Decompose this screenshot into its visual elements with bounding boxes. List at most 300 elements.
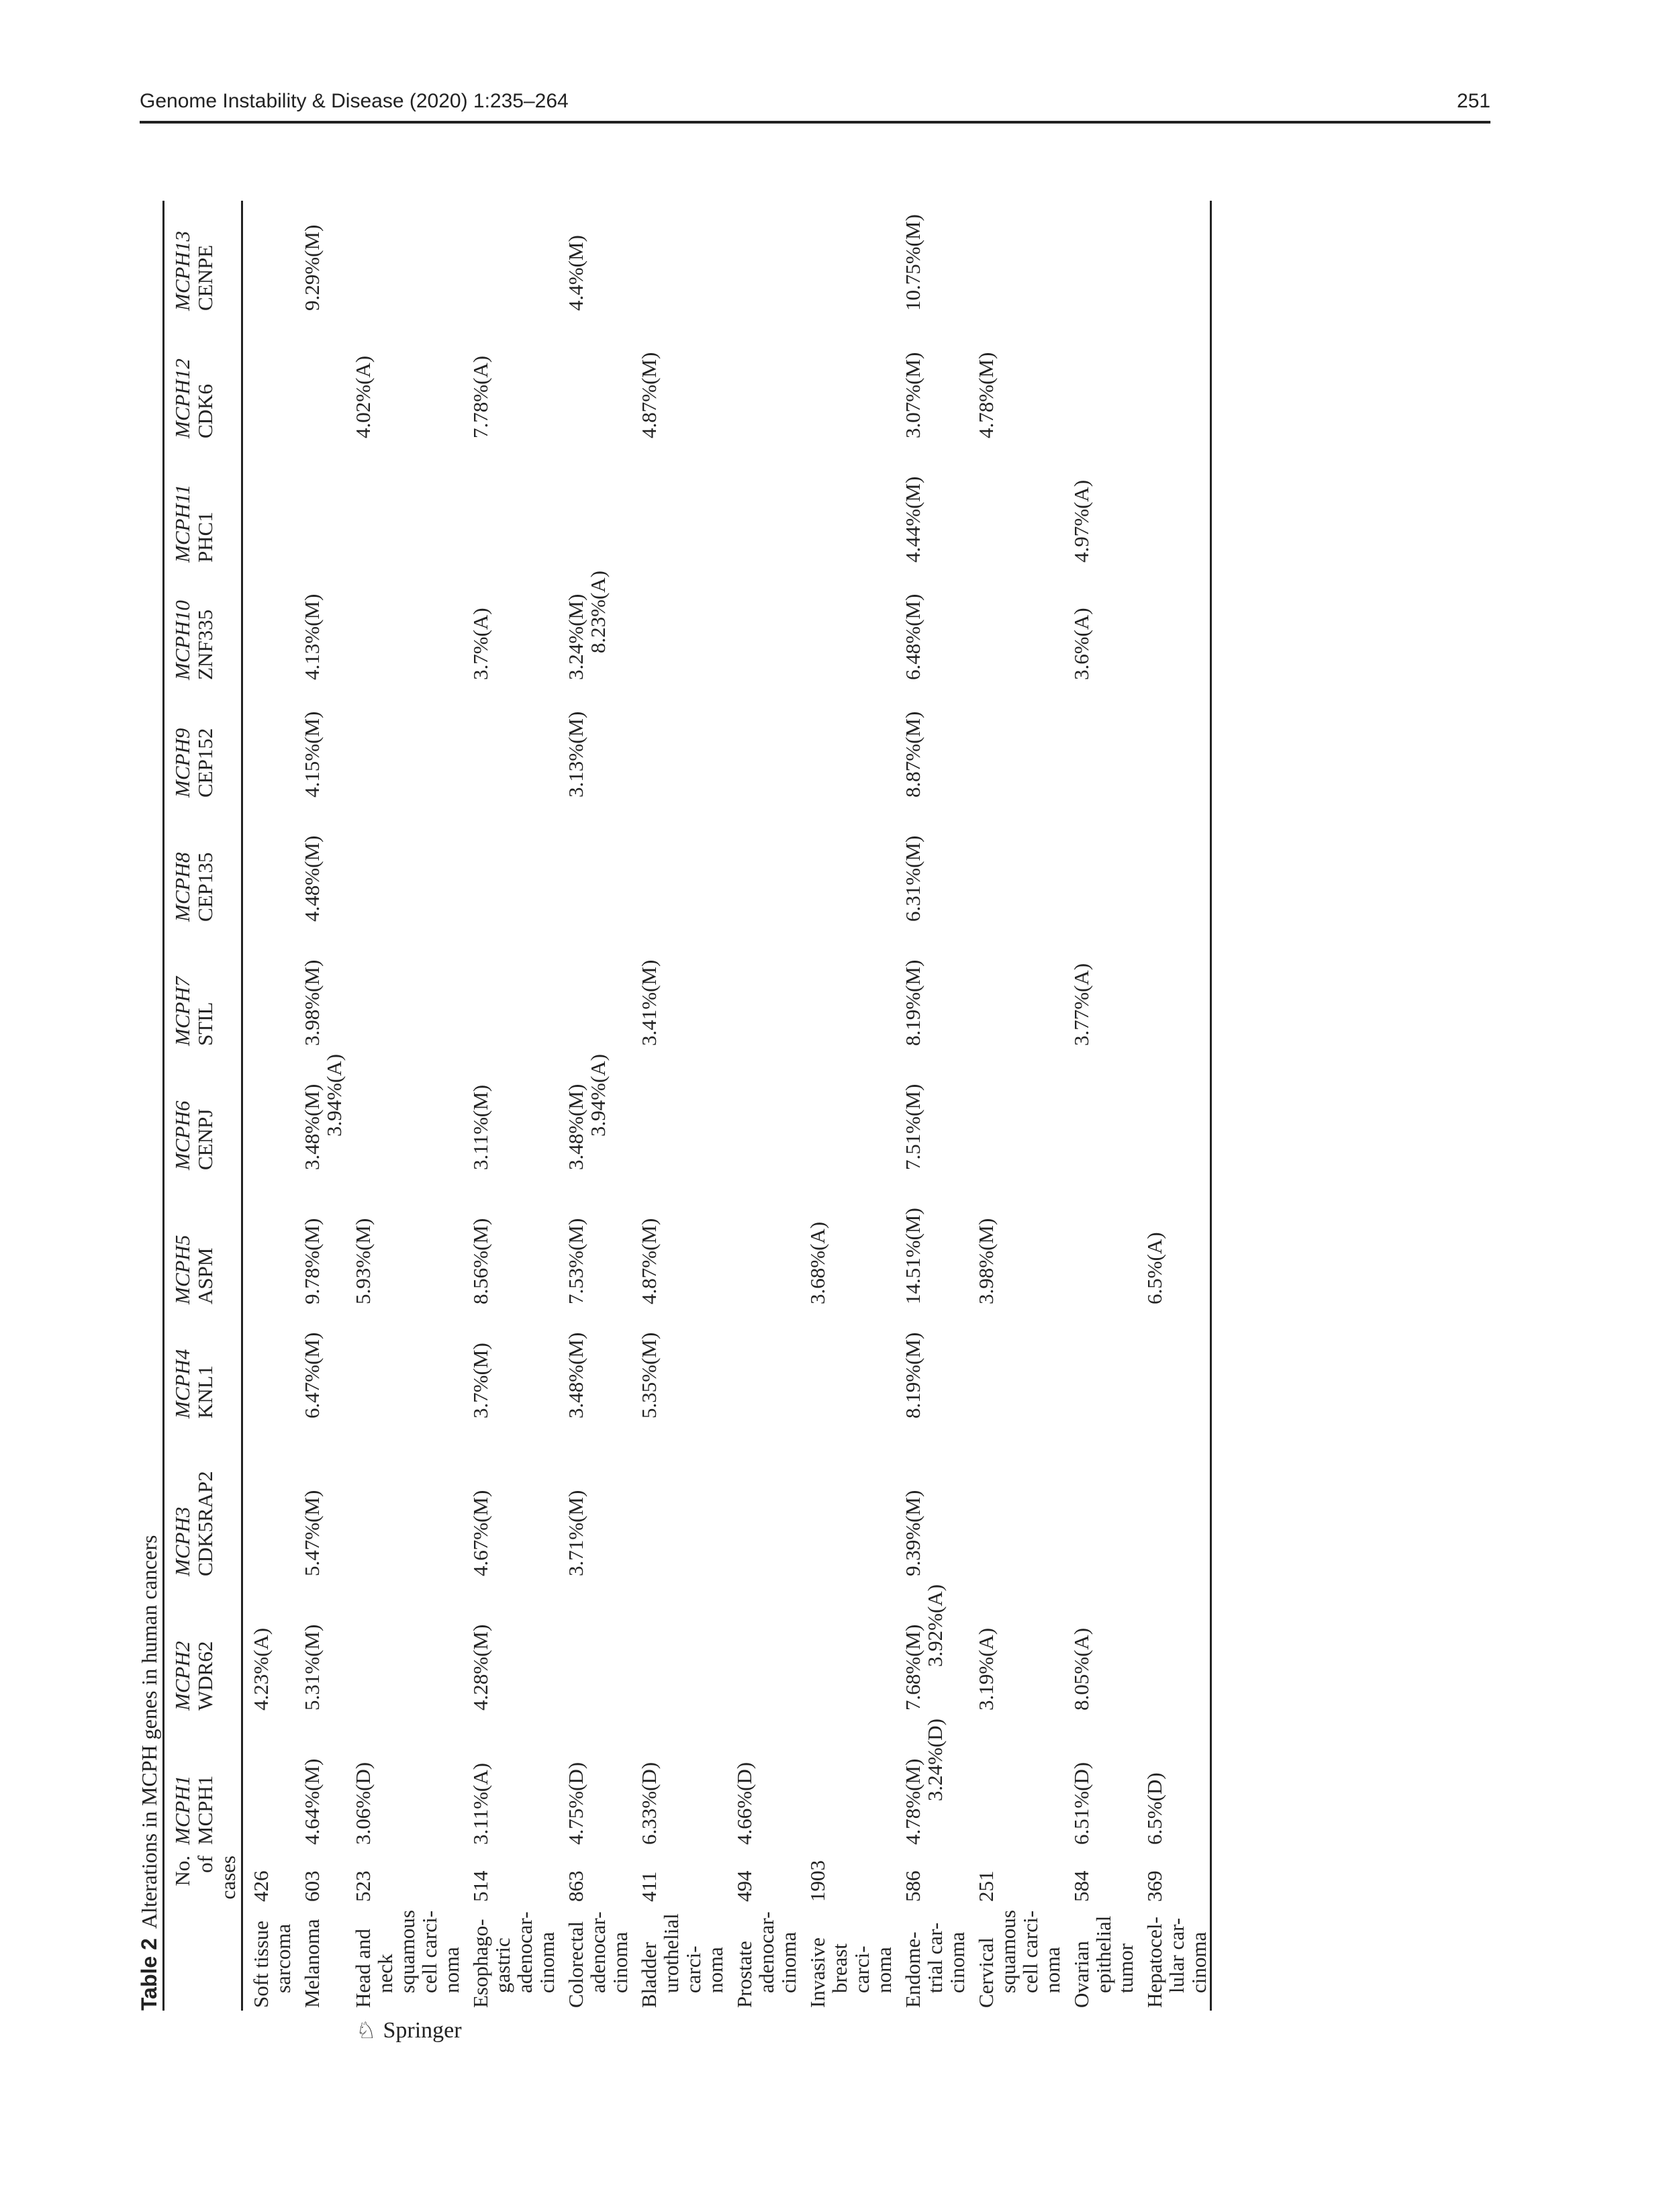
table-caption-text: Alterations in MCPH genes in human cancers — [137, 1535, 161, 1929]
alteration-value: 8.19%(M) — [901, 959, 924, 1046]
cancer-type-cell — [631, 1906, 726, 2011]
alteration-cell — [895, 1174, 968, 1308]
alteration-cell — [345, 442, 463, 567]
alteration-cell — [726, 1174, 800, 1308]
protein-name: CEP135 — [193, 852, 217, 922]
alteration-cell — [1137, 1423, 1211, 1580]
protein-name: PHC1 — [193, 512, 217, 563]
alteration-cell — [800, 201, 895, 315]
alteration-value: 3.41%(M) — [637, 959, 661, 1046]
table-row — [895, 201, 968, 2011]
case-count-cell: 586 — [901, 1870, 924, 1902]
protein-name: CDK5RAP2 — [193, 1471, 217, 1576]
alteration-cell — [242, 1715, 295, 1849]
cancer-type-cell — [1137, 1906, 1211, 2011]
cancer-type-line: Head and — [351, 1929, 375, 2008]
cancer-type-line: sarcoma — [271, 1923, 295, 1993]
alteration-value: 3.94%(A) — [322, 1054, 346, 1137]
alteration-cell — [463, 201, 558, 315]
alteration-cell — [968, 567, 1063, 684]
alteration-cell — [968, 442, 1063, 567]
alteration-cell — [345, 926, 463, 1050]
alteration-cell — [463, 1174, 558, 1308]
alteration-cell — [968, 926, 1063, 1050]
cancer-type-cell — [345, 1906, 463, 2011]
alteration-cell — [800, 1308, 895, 1423]
table-row — [294, 201, 345, 2011]
alteration-value: 7.68%(M) — [901, 1624, 924, 1711]
alteration-cell — [895, 201, 968, 315]
alteration-value: 3.24%(M) — [564, 593, 587, 680]
alteration-cell — [242, 1308, 295, 1423]
gene-column-header — [164, 1050, 242, 1174]
alteration-value: 6.5%(A) — [1143, 1232, 1166, 1304]
alteration-cell — [345, 201, 463, 315]
alteration-value: 4.13%(M) — [300, 593, 324, 680]
alteration-cell — [1063, 926, 1137, 1050]
alteration-cell — [294, 1580, 345, 1715]
gene-column-header — [164, 567, 242, 684]
alteration-value: 4.23%(A) — [249, 1627, 273, 1711]
cancer-type-line: cinoma — [608, 1931, 632, 1993]
alteration-cell — [968, 315, 1063, 442]
alteration-value: 3.19%(A) — [974, 1627, 998, 1711]
table-row — [968, 201, 1063, 2011]
alteration-value: 3.92%(A) — [923, 1584, 947, 1668]
cancer-type-line: Prostate — [732, 1941, 756, 2008]
case-count-cell: 426 — [249, 1870, 273, 1902]
case-count-cell: 603 — [300, 1870, 324, 1902]
alteration-cell — [294, 1423, 345, 1580]
alteration-value: 3.48%(M) — [300, 1084, 324, 1170]
alteration-cell — [345, 1050, 463, 1174]
alteration-cell — [294, 802, 345, 926]
alteration-cell — [800, 684, 895, 802]
header-rule — [140, 121, 1490, 124]
alteration-cell — [558, 1715, 631, 1849]
alteration-cell — [631, 201, 726, 315]
cancer-type-line: Esophago- — [469, 1919, 492, 2008]
alteration-cell — [242, 1050, 295, 1174]
case-count-cell: 863 — [564, 1870, 587, 1902]
case-count-cell: 584 — [1069, 1870, 1093, 1902]
alteration-cell — [242, 1580, 295, 1715]
alteration-value: 8.56%(M) — [469, 1218, 492, 1304]
gene-name: MCPH4 — [171, 1349, 194, 1418]
alteration-value: 4.15%(M) — [300, 711, 324, 798]
alteration-cell — [1137, 567, 1211, 684]
alteration-cell — [558, 1050, 631, 1174]
gene-column-header — [164, 1423, 242, 1580]
cancer-type-line: Hepatocel- — [1143, 1917, 1166, 2008]
alteration-cell — [968, 1174, 1063, 1308]
cancer-type-line: squamous — [395, 1910, 419, 1993]
cancer-type-line: squamous — [996, 1910, 1020, 1993]
gene-column-header — [164, 1715, 242, 1849]
cancer-type-line: carci- — [850, 1945, 873, 1993]
alteration-cell — [345, 802, 463, 926]
alteration-value: 4.28%(M) — [469, 1624, 492, 1711]
cancer-type-line: breast — [828, 1943, 851, 1993]
alteration-value: 3.07%(M) — [901, 352, 924, 438]
alteration-value: 3.98%(M) — [300, 959, 324, 1046]
alteration-cell — [558, 926, 631, 1050]
protein-name: MCPH1 — [193, 1775, 217, 1845]
alteration-cell — [895, 684, 968, 802]
alteration-cell — [463, 442, 558, 567]
alteration-cell — [1137, 1308, 1211, 1423]
alteration-cell — [1063, 567, 1137, 684]
alteration-cell — [558, 684, 631, 802]
alteration-value: 3.06%(D) — [351, 1762, 375, 1845]
alteration-cell — [1063, 1580, 1137, 1715]
alteration-cell — [463, 1580, 558, 1715]
alteration-cell — [463, 315, 558, 442]
alteration-cell — [895, 315, 968, 442]
cases-header — [164, 1849, 242, 1906]
alteration-cell — [558, 1174, 631, 1308]
alteration-cell — [463, 802, 558, 926]
alteration-value: 3.48%(M) — [564, 1332, 587, 1418]
cases-header-line: cases — [216, 1856, 240, 1900]
cancer-type-line: carci- — [681, 1945, 705, 1993]
protein-name: CENPE — [193, 244, 217, 311]
case-count-cell: 411 — [637, 1871, 661, 1902]
alteration-cell — [1137, 201, 1211, 315]
alteration-cell — [726, 201, 800, 315]
alteration-cell — [631, 1580, 726, 1715]
alteration-cell — [1063, 1715, 1137, 1849]
alteration-cell — [294, 201, 345, 315]
alteration-value: 4.02%(A) — [351, 355, 375, 438]
cancer-type-line: Invasive — [806, 1937, 829, 2008]
alteration-value: 3.94%(A) — [586, 1054, 610, 1137]
alteration-value: 4.44%(M) — [901, 476, 924, 563]
gene-name: MCPH3 — [171, 1506, 194, 1576]
alteration-cell — [1137, 684, 1211, 802]
alteration-value: 9.78%(M) — [300, 1218, 324, 1304]
cancer-type-line: Ovarian — [1069, 1941, 1093, 2008]
gene-name: MCPH2 — [171, 1641, 194, 1711]
table-row — [631, 201, 726, 2011]
mcph-alterations-table — [162, 201, 1212, 2011]
alteration-value: 3.24%(D) — [923, 1719, 947, 1802]
alteration-cell — [242, 1174, 295, 1308]
alteration-cell — [1063, 1174, 1137, 1308]
case-count-cell: 251 — [974, 1870, 998, 1902]
alteration-cell — [463, 1423, 558, 1580]
alteration-value: 9.29%(M) — [300, 224, 324, 311]
alteration-cell — [294, 1308, 345, 1423]
table-row — [1137, 201, 1211, 2011]
gene-column-header — [164, 1174, 242, 1308]
alteration-cell — [463, 684, 558, 802]
alteration-cell — [294, 1174, 345, 1308]
cancer-type-line: gastric — [491, 1937, 514, 1993]
alteration-value: 4.78%(M) — [901, 1758, 924, 1845]
alteration-cell — [895, 1580, 968, 1715]
alteration-value: 3.13%(M) — [564, 711, 587, 798]
gene-name: MCPH7 — [171, 976, 194, 1046]
alteration-cell — [242, 684, 295, 802]
alteration-cell — [631, 567, 726, 684]
alteration-cell — [631, 315, 726, 442]
alteration-value: 3.77%(A) — [1069, 963, 1093, 1046]
alteration-cell — [800, 442, 895, 567]
gene-column-header — [164, 315, 242, 442]
alteration-value: 4.87%(M) — [637, 352, 661, 438]
case-count-cell: 494 — [732, 1870, 756, 1902]
protein-name: KNL1 — [193, 1365, 217, 1418]
alteration-value: 6.33%(D) — [637, 1762, 661, 1845]
alteration-value: 8.19%(M) — [901, 1332, 924, 1418]
alteration-cell — [968, 1580, 1063, 1715]
cancer-type-header — [164, 1906, 242, 2011]
alteration-cell — [726, 1423, 800, 1580]
table-row — [558, 201, 631, 2011]
alteration-value: 14.51%(M) — [901, 1208, 924, 1304]
alteration-cell — [800, 1050, 895, 1174]
alteration-cell — [463, 567, 558, 684]
cancer-type-line: urothelial — [659, 1913, 683, 1993]
alteration-cell — [558, 802, 631, 926]
alteration-value: 4.64%(M) — [300, 1758, 324, 1845]
case-count-cell: 1903 — [806, 1860, 829, 1902]
alteration-cell — [968, 1715, 1063, 1849]
alteration-value: 3.11%(M) — [469, 1084, 492, 1170]
table-row — [1063, 201, 1137, 2011]
alteration-cell — [1063, 684, 1137, 802]
alteration-value: 5.31%(M) — [300, 1624, 324, 1711]
alteration-cell — [895, 442, 968, 567]
alteration-cell — [558, 315, 631, 442]
cancer-type-line: cinoma — [535, 1931, 559, 1993]
alteration-value: 6.47%(M) — [300, 1332, 324, 1418]
cancer-type-line: Melanoma — [300, 1919, 324, 2008]
table-header-row — [164, 201, 242, 2011]
cancer-type-cell — [558, 1906, 631, 2011]
protein-name: ASPM — [193, 1247, 217, 1304]
alteration-value: 7.53%(M) — [564, 1218, 587, 1304]
page-number: 251 — [1456, 90, 1490, 112]
gene-column-header — [164, 1580, 242, 1715]
alteration-value: 5.35%(M) — [637, 1332, 661, 1418]
gene-column-header — [164, 201, 242, 315]
alteration-cell — [968, 201, 1063, 315]
alteration-value: 3.68%(A) — [806, 1221, 829, 1304]
cancer-type-line: adenocar- — [513, 1911, 536, 1993]
alteration-cell — [294, 567, 345, 684]
alteration-cell — [631, 1050, 726, 1174]
alteration-cell — [895, 926, 968, 1050]
alteration-cell — [1063, 1423, 1137, 1580]
alteration-cell — [294, 926, 345, 1050]
cases-header-line: No. of — [171, 1856, 217, 1886]
alteration-cell — [345, 1423, 463, 1580]
cancer-type-cell — [463, 1906, 558, 2011]
alteration-value: 7.78%(A) — [469, 355, 492, 438]
publisher-footer — [356, 2017, 462, 2044]
cancer-type-line: trial car- — [923, 1922, 947, 1993]
cancer-type-line: Cervical — [974, 1937, 998, 2008]
alteration-cell — [726, 684, 800, 802]
cancer-type-line: lular car- — [1165, 1917, 1188, 1993]
gene-column-header — [164, 802, 242, 926]
alteration-cell — [294, 315, 345, 442]
alteration-cell — [800, 926, 895, 1050]
alteration-cell — [558, 442, 631, 567]
protein-name: CEP152 — [193, 728, 217, 798]
alteration-value: 6.5%(D) — [1143, 1772, 1166, 1845]
alteration-cell — [1137, 802, 1211, 926]
alteration-value: 4.48%(M) — [300, 835, 324, 922]
alteration-cell — [345, 315, 463, 442]
cancer-type-cell — [294, 1906, 345, 2011]
alteration-cell — [968, 1423, 1063, 1580]
alteration-cell — [895, 1308, 968, 1423]
cancer-type-line: Bladder — [637, 1941, 661, 2008]
cancer-type-line: cell carci- — [1018, 1910, 1042, 1993]
alteration-cell — [242, 315, 295, 442]
journal-citation: Genome Instability & Disease (2020) 1:235–264 — [140, 90, 569, 112]
cancer-type-line: adenocar- — [586, 1911, 610, 1993]
alteration-cell — [345, 1580, 463, 1715]
alteration-cell — [800, 315, 895, 442]
cancer-type-line: noma — [1041, 1947, 1064, 1993]
alteration-cell — [1137, 926, 1211, 1050]
alteration-cell — [558, 1423, 631, 1580]
alteration-cell — [1137, 1715, 1211, 1849]
alteration-cell — [726, 926, 800, 1050]
alteration-cell — [294, 1715, 345, 1849]
alteration-cell — [242, 926, 295, 1050]
cancer-type-line: noma — [872, 1947, 896, 1993]
alteration-value: 6.48%(M) — [901, 593, 924, 680]
cancer-type-line: epithelial — [1092, 1915, 1115, 1993]
alteration-value: 3.98%(M) — [974, 1218, 998, 1304]
case-count-cell: 523 — [351, 1870, 375, 1902]
alteration-cell — [726, 442, 800, 567]
cancer-type-line: noma — [440, 1947, 463, 1993]
alteration-cell — [345, 1174, 463, 1308]
cancer-type-line: Colorectal — [564, 1921, 587, 2008]
alteration-cell — [800, 1423, 895, 1580]
alteration-cell — [1137, 1050, 1211, 1174]
alteration-cell — [726, 1715, 800, 1849]
alteration-value: 4.66%(D) — [732, 1762, 756, 1845]
alteration-cell — [558, 1308, 631, 1423]
protein-name: CDK6 — [193, 384, 217, 438]
alteration-cell — [558, 1580, 631, 1715]
cancer-type-line: cell carci- — [418, 1910, 441, 1993]
alteration-cell — [726, 1308, 800, 1423]
running-head — [140, 86, 1490, 124]
alteration-value: 3.7%(M) — [469, 1343, 492, 1418]
alteration-cell — [895, 1715, 968, 1849]
alteration-value: 4.78%(M) — [974, 352, 998, 438]
alteration-cell — [631, 926, 726, 1050]
cancer-type-line: tumor — [1114, 1943, 1137, 1993]
cancer-type-line: cinoma — [945, 1931, 969, 1993]
alteration-cell — [726, 315, 800, 442]
alteration-cell — [631, 1174, 726, 1308]
publisher-name: Springer — [383, 2018, 462, 2043]
alteration-cell — [631, 802, 726, 926]
gene-column-header — [164, 684, 242, 802]
gene-name: MCPH9 — [171, 728, 194, 798]
alteration-cell — [726, 1050, 800, 1174]
cancer-type-line: Endome- — [901, 1931, 924, 2008]
alteration-cell — [1063, 1308, 1137, 1423]
cancer-type-cell — [800, 1906, 895, 2011]
alteration-cell — [800, 567, 895, 684]
gene-name: MCPH11 — [171, 484, 194, 563]
alteration-value: 5.47%(M) — [300, 1490, 324, 1576]
alteration-cell — [242, 1423, 295, 1580]
alteration-cell — [1137, 315, 1211, 442]
alteration-cell — [294, 1050, 345, 1174]
alteration-cell — [294, 442, 345, 567]
alteration-value: 3.11%(A) — [469, 1763, 492, 1845]
alteration-value: 4.97%(A) — [1069, 479, 1093, 563]
gene-column-header — [164, 1308, 242, 1423]
alteration-cell — [895, 802, 968, 926]
alteration-cell — [1063, 442, 1137, 567]
alteration-cell — [345, 567, 463, 684]
protein-name: WDR62 — [193, 1641, 217, 1711]
alteration-value: 10.75%(M) — [901, 214, 924, 311]
gene-name: MCPH1 — [171, 1775, 194, 1845]
alteration-cell — [345, 684, 463, 802]
alteration-cell — [631, 1308, 726, 1423]
springer-horse-icon: ♘ — [356, 2019, 377, 2043]
alteration-value: 3.7%(A) — [469, 608, 492, 680]
alteration-cell — [895, 1423, 968, 1580]
alteration-cell — [968, 1308, 1063, 1423]
alteration-value: 4.87%(M) — [637, 1218, 661, 1304]
alteration-cell — [631, 1423, 726, 1580]
gene-name: MCPH6 — [171, 1100, 194, 1170]
cancer-type-line: adenocar- — [755, 1911, 778, 1993]
cancer-type-cell — [726, 1906, 800, 2011]
alteration-cell — [1137, 1174, 1211, 1308]
table-row — [800, 201, 895, 2011]
alteration-value: 7.51%(M) — [901, 1084, 924, 1170]
alteration-value: 6.51%(D) — [1069, 1762, 1093, 1845]
alteration-value: 3.71%(M) — [564, 1490, 587, 1576]
alteration-value: 3.6%(A) — [1069, 608, 1093, 680]
protein-name: STIL — [193, 1002, 217, 1046]
alteration-cell — [631, 684, 726, 802]
cancer-type-line: neck — [373, 1954, 397, 1993]
alteration-cell — [726, 567, 800, 684]
table-row — [242, 201, 295, 2011]
alteration-cell — [242, 802, 295, 926]
alteration-cell — [1137, 1580, 1211, 1715]
alteration-cell — [726, 1580, 800, 1715]
alteration-value: 3.48%(M) — [564, 1084, 587, 1170]
alteration-cell — [345, 1715, 463, 1849]
case-count-cell: 514 — [469, 1870, 492, 1902]
gene-name: MCPH12 — [171, 358, 194, 438]
table-row — [345, 201, 463, 2011]
protein-name: CENPJ — [193, 1108, 217, 1170]
alteration-cell — [968, 684, 1063, 802]
alteration-cell — [968, 1050, 1063, 1174]
alteration-cell — [1063, 1050, 1137, 1174]
alteration-cell — [463, 926, 558, 1050]
rotated-table-block — [137, 124, 1426, 2011]
